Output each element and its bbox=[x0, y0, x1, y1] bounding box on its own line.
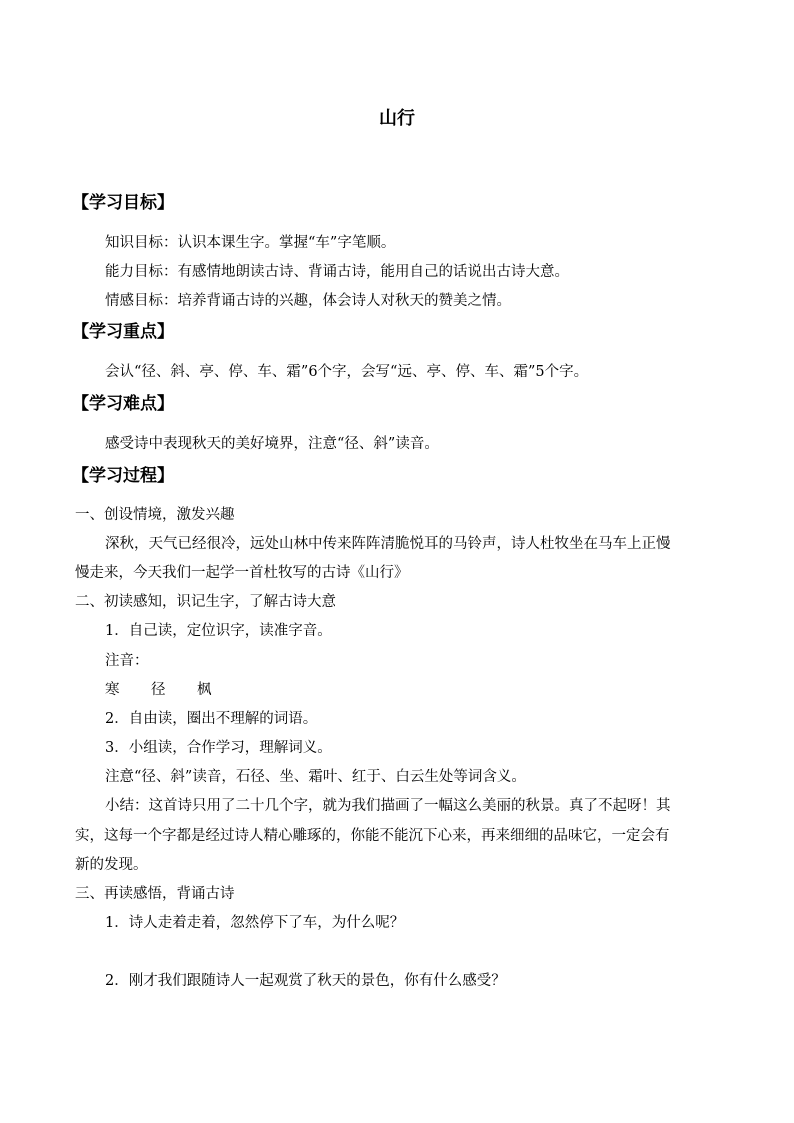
summary-line1: 小结：这首诗只用了二十几个字，就为我们描画了一幅这么美丽的秋景。真了不起呀！其 bbox=[105, 798, 671, 814]
summary-line2: 实，这每一个字都是经过诗人精心雕琢的，你能不能沉下心来，再来细细的品味它，一定会有 bbox=[75, 828, 670, 844]
step2: 2．自由读，圈出不理解的词语。 bbox=[105, 711, 318, 727]
phonetic-label: 注音： bbox=[105, 653, 149, 669]
goal-emotion: 情感目标：培养背诵古诗的兴趣，体会诗人对秋天的赞美之情。 bbox=[105, 293, 511, 309]
page-title: 山行 bbox=[379, 108, 415, 129]
goal-ability: 能力目标：有感情地朗读古诗、背诵古诗，能用自己的话说出古诗大意。 bbox=[105, 264, 569, 280]
question-2: 2．刚才我们跟随诗人一起观赏了秋天的景色，你有什么感受？ bbox=[105, 973, 506, 989]
difficulty-heading: 【学习难点】 bbox=[72, 394, 174, 414]
phonetic-char: 寒 bbox=[105, 682, 120, 698]
part3-title: 三、再读感悟，背诵古诗 bbox=[75, 886, 235, 902]
summary-line3: 新的发现。 bbox=[75, 857, 148, 873]
part1-title: 一、创设情境，激发兴趣 bbox=[75, 507, 235, 523]
focus-text: 会认“径、斜、亭、停、车、霜”6个字，会写“远、亭、停、车、霜”5个字。 bbox=[105, 364, 589, 380]
part1-text-line2: 慢走来，今天我们一起学一首杜牧写的古诗《山行》 bbox=[75, 565, 409, 581]
goal-knowledge: 知识目标：认识本课生字。掌握“车”字笔顺。 bbox=[105, 235, 396, 251]
part1-text-line1: 深秋，天气已经很冷，远处山林中传来阵阵清脆悦耳的马铃声，诗人杜牧坐在马车上正慢 bbox=[105, 536, 671, 552]
phonetic-char: 径 bbox=[151, 682, 166, 698]
process-heading: 【学习过程】 bbox=[72, 466, 174, 486]
phonetic-char: 枫 bbox=[197, 682, 212, 698]
question-1: 1．诗人走着走着，忽然停下了车，为什么呢？ bbox=[105, 915, 405, 931]
phonetic-chars bbox=[105, 680, 243, 700]
difficulty-text: 感受诗中表现秋天的美好境界，注意“径、斜”读音。 bbox=[105, 436, 439, 452]
goals-heading: 【学习目标】 bbox=[72, 193, 174, 213]
focus-heading: 【学习重点】 bbox=[72, 322, 174, 342]
note: 注意“径、斜”读音，石径、坐、霜叶、红于、白云生处等词含义。 bbox=[105, 769, 526, 785]
part2-title: 二、初读感知，识记生字，了解古诗大意 bbox=[75, 594, 336, 610]
step1: 1．自己读，定位识字，读准字音。 bbox=[105, 623, 332, 639]
step3: 3．小组读，合作学习，理解词义。 bbox=[105, 740, 332, 756]
